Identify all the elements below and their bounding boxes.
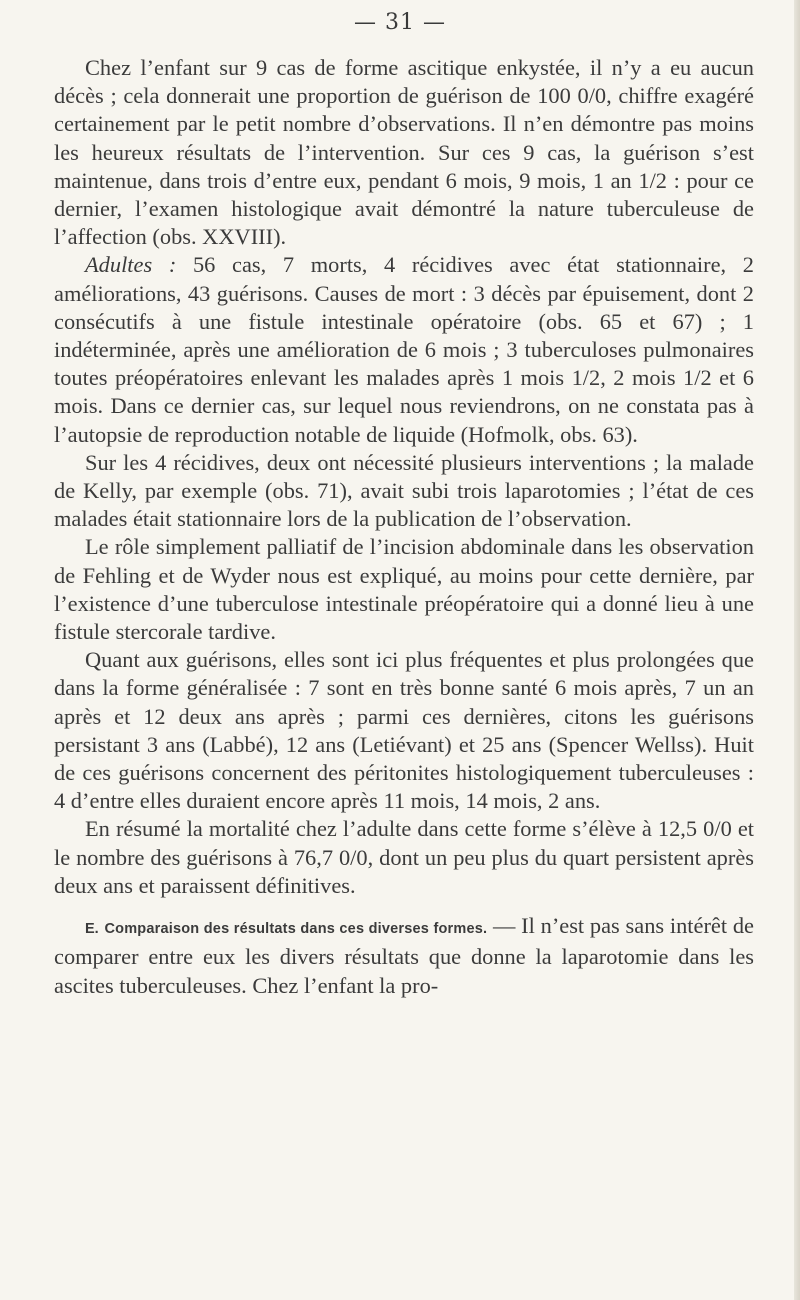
- paragraph-section-e: [54, 912, 754, 1000]
- section-label: E.: [85, 921, 99, 938]
- body-text: [54, 54, 754, 1000]
- paragraph-adults-results: [54, 251, 754, 448]
- section-text: — Il n’est pas sans intérêt de comparer entre eux les divers résultats que donne la laparotomie dans les ascites tuberculeuses. Chez l’enfant la pro-: [54, 913, 754, 998]
- adults-heading: Adultes :: [85, 252, 177, 278]
- paragraph-recurrences: Sur les 4 récidives, deux ont nécessité plusieurs interventions ; la malade de Kelly, par exemple (obs. 71), avait subi trois laparotomies ; l’état de ces malades était stationnaire lors de la publication de l’observation.: [54, 449, 754, 532]
- paragraph-summary: En résumé la mortalité chez l’adulte dans cette forme s’élève à 12,5 0/0 et le nombre des guérisons à 76,7 0/0, dont un peu plus du quart persistent après deux ans et paraissent définitives.: [54, 816, 754, 898]
- paragraph-palliative-role: Le rôle simplement palliatif de l’incision abdominale dans les observation de Fehling et de Wyder nous est expliqué, au moins pour cette dernière, par l’existence d’une tuberculose intestinale préopératoire qui a donné lieu à une fistule stercorale tardive.: [54, 534, 754, 645]
- adults-text: 56 cas, 7 morts, 4 récidives avec état stationnaire, 2 améliorations, 43 guérisons. Causes de mort : 3 décès par épuisement, dont 2 consécutifs à une fistule intestinale opératoire (obs. 65 et 67) ; 1 indéterminée, après une amélioration de 6 mois ; 3 tuberculoses pulmonaires toutes préopératoires enlevant les malades après 1 mois 1/2, 2 mois 1/2 et 6 mois. Dans ce dernier cas, sur lequel nous reviendrons, on ne constata pas à l’autopsie de reproduction notable de liquide (Hofmolk, obs. 63).: [54, 252, 754, 447]
- page-number: — 31 —: [354, 10, 446, 35]
- page-edge: [794, 0, 800, 1300]
- paragraph-children-results: Chez l’enfant sur 9 cas de forme ascitique enkystée, il n’y a eu aucun décès ; cela donnerait une proportion de guérison de 100 0/0, chiffre exagéré certainement par le petit nombre d’observations. Il n’en démontre pas moins les heureux résultats de l’intervention. Sur ces 9 cas, la guérison s’est maintenue, dans trois d’entre eux, pendant 6 mois, 9 mois, 1 an 1/2 : pour ce dernier, l’examen histologique avait démontré la nature tuberculeuse de l’affection (obs. XXVIII).: [54, 55, 754, 250]
- section-heading: Comparaison des résultats dans ces diverses formes.: [104, 921, 488, 938]
- paragraph-cures: Quant aux guérisons, elles sont ici plus fréquentes et plus prolongées que dans la forme généralisée : 7 sont en très bonne santé 6 mois après, 7 un an après et 12 deux ans après ; parmi ces dernières, citons les guérisons persistant 3 ans (Labbé), 12 ans (Letiévant) et 25 ans (Spencer Wellss). Huit de ces guérisons concernent des péritonites histologiquement tuberculeuses : 4 d’entre elles duraient encore après 11 mois, 14 mois, 2 ans.: [54, 647, 754, 814]
